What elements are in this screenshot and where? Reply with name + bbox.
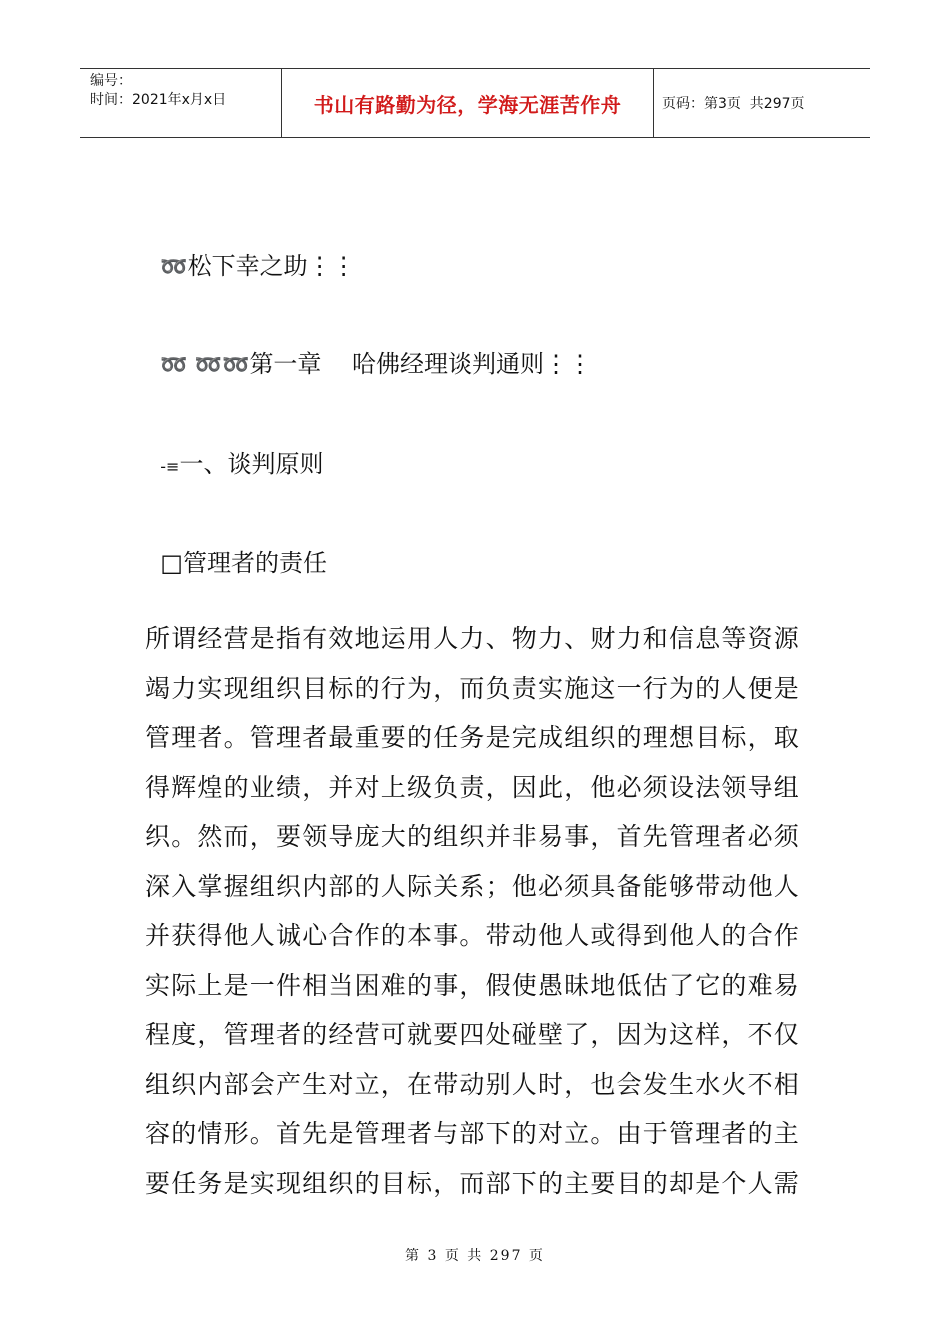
body-line: 实际上是一件相当困难的事，假使愚昧地低估了它的难易: [145, 970, 801, 1000]
body-line: 织。然而，要领导庞大的组织并非易事，首先管理者必须: [145, 822, 801, 851]
body-line: 容的情形。首先是管理者与部下的对立。由于管理者的主: [145, 1119, 801, 1148]
author-text: 松下幸之助⋮⋮: [187, 252, 356, 280]
body-line: 竭力实现组织目标的行为，而负责实施这一行为的人便是: [145, 673, 801, 703]
body-line: 程度，管理者的经营可就要四处碰壁了，因为这样，不仅: [145, 1020, 801, 1049]
body-line: 深入掌握组织内部的人际关系；他必须具备能够带动他人: [145, 871, 801, 901]
bullet-icon: ➿ ➿➿: [160, 353, 250, 378]
header-meta: [80, 69, 282, 137]
author-heading: [145, 218, 356, 284]
list-marker-icon: -≡: [160, 457, 180, 476]
document-header: [80, 68, 870, 138]
chapter-heading: [145, 316, 592, 382]
section-text: 一、谈判原则: [179, 450, 324, 478]
subsection-text: □管理者的责任: [160, 549, 327, 577]
body-line: 得辉煌的业绩，并对上级负责，因此，他必须设法领导组: [145, 772, 801, 802]
subsection-heading: [145, 515, 327, 579]
body-line: 所谓经营是指有效地运用人力、物力、财力和信息等资源: [145, 624, 801, 653]
body-line: 管理者。管理者最重要的任务是完成组织的理想目标，取: [145, 723, 801, 752]
section-heading: [145, 416, 323, 483]
body-line: 组织内部会产生对立，在带动别人时，也会发生水火不相: [145, 1069, 801, 1099]
chapter-text: 第一章 哈佛经理谈判通则⋮⋮: [249, 350, 592, 378]
body-line: 要任务是实现组织的目标，而部下的主要目的却是个人需: [145, 1168, 801, 1198]
number-label: 编号：: [90, 73, 132, 89]
page-footer: 第 3 页 共 297 页: [405, 1248, 545, 1264]
header-page-info: [654, 69, 870, 137]
time-label: 时间：2021年x月x日: [90, 92, 227, 108]
body-line: 并获得他人诚心合作的本事。带动他人或得到他人的合作: [145, 921, 801, 950]
page-label: 页码：第3页 共297页: [662, 96, 805, 112]
header-motto: 书山有路勤为径，学海无涯苦作舟: [282, 69, 654, 137]
body-paragraph: [145, 614, 815, 1208]
bullet-icon: ➿: [160, 255, 188, 280]
